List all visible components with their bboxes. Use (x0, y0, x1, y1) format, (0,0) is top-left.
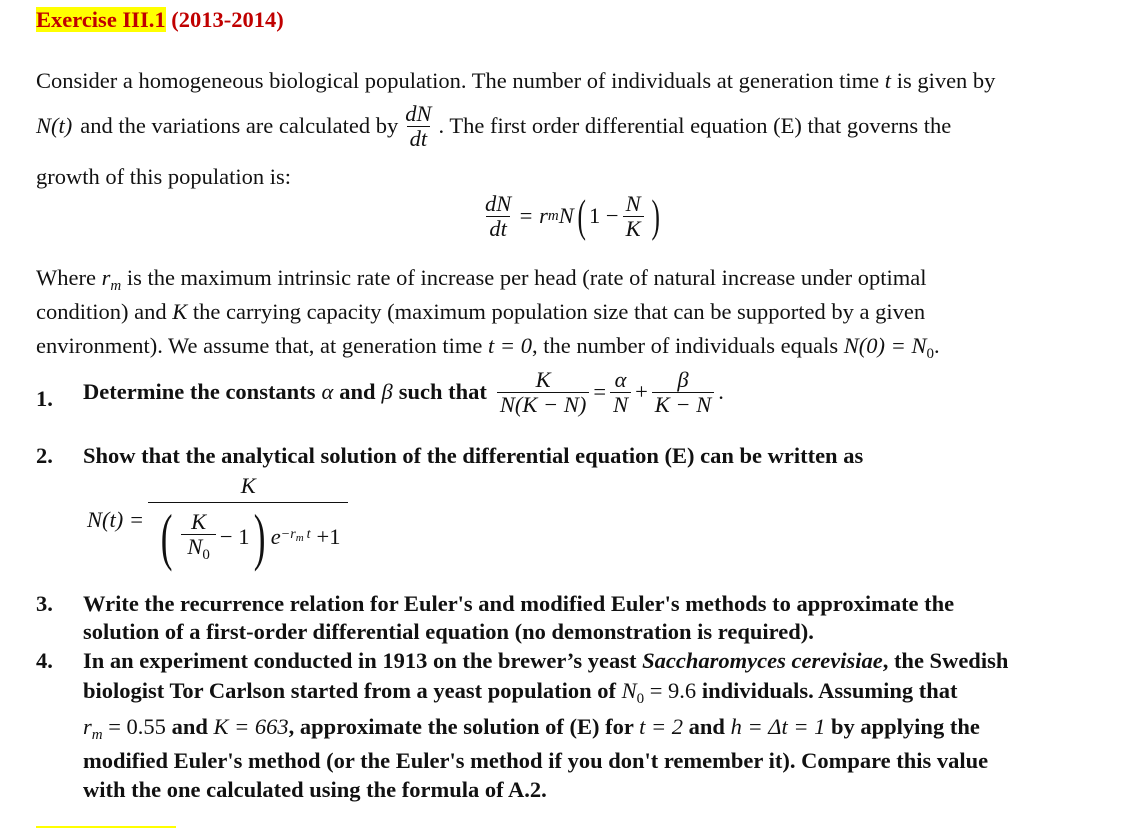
h-value: h = Δt = 1 (730, 714, 826, 739)
fraction-numerator: dN (485, 191, 512, 216)
fraction-denominator (181, 534, 216, 564)
item-3-line-1: Write the recurrence relation for Euler's and modified Euler's methods to approximate the (83, 591, 955, 616)
fraction-beta-kn (652, 368, 714, 416)
fraction-numerator: β (677, 367, 689, 392)
n0-value: = 9.6 (649, 678, 697, 703)
item-text: Determine the constants (83, 379, 316, 405)
e-symbol: e (270, 523, 281, 549)
intro-line-3: growth of this population is: (36, 164, 291, 189)
exercise-title (36, 7, 284, 33)
exponent-subscript: m (295, 532, 304, 545)
fraction-n-k (623, 192, 644, 240)
intro-text: is given by (896, 68, 996, 93)
one-minus: 1 − (589, 203, 619, 229)
exercise-year: (2013-2014) (171, 7, 284, 32)
fraction-denominator: dt (407, 126, 431, 151)
item-text: and (688, 714, 725, 739)
paren-left: ( (577, 190, 586, 242)
item-4-line-3 (83, 714, 980, 744)
item-4-line-1 (83, 648, 1008, 674)
function-n-of-t: N(t) (36, 113, 73, 139)
fraction-k-n0 (181, 510, 216, 563)
item-text: by applying the (831, 714, 980, 739)
item-text: and (171, 714, 208, 739)
where-line-1 (36, 265, 927, 295)
highlight-line (36, 826, 176, 828)
item-number-4: 4. (36, 648, 53, 673)
intro-line-1 (36, 68, 995, 94)
rm-symbol: r (101, 265, 111, 290)
where-text: environment). We assume that, at generation time (36, 333, 483, 358)
beta-symbol: β (381, 379, 393, 405)
rm-subscript: m (91, 727, 103, 743)
fraction-denominator: N (610, 392, 631, 417)
item-text: such that (398, 379, 487, 405)
item-1 (83, 368, 724, 416)
equation-e (478, 192, 663, 240)
period: . (718, 379, 724, 405)
fraction-k-over-nkn (497, 368, 589, 416)
fraction-dn-dt (402, 102, 434, 150)
rm-value: = 0.55 (108, 714, 166, 739)
exercise-label: Exercise III.1 (36, 7, 166, 32)
species-name: Saccharomyces cerevisiae (642, 648, 883, 673)
item-number-1: 1. (36, 386, 53, 411)
n-zero-expression: N(0) = N (843, 333, 927, 358)
rm-symbol: = r (518, 203, 548, 229)
item-text: biologist Tor Carlson started from a yeast population of (83, 678, 616, 703)
intro-text: and the variations are calculated by (80, 113, 399, 139)
item-4-line-2 (83, 678, 958, 708)
item-4-line-5: with the one calculated using the formula of A.2. (83, 777, 547, 802)
fraction-denominator: dt (486, 216, 510, 241)
where-text: the carrying capacity (maximum population size that can be supported by a given (192, 299, 926, 324)
n-zero-subscript: 0 (636, 691, 645, 707)
where-text: condition) and (36, 299, 167, 324)
rm-subscript: m (110, 278, 122, 294)
item-text: , approximate the solution of (E) for (288, 714, 634, 739)
rm-subscript: m (547, 207, 559, 224)
item-4-line-4: modified Euler's method (or the Euler's method if you don't remember it). Compare this value (83, 748, 989, 773)
minus-one: − 1 (219, 523, 250, 549)
k-value: K = 663 (213, 714, 289, 739)
rm-symbol: r (83, 714, 92, 739)
exponent-t: t (306, 527, 311, 543)
exponent-r: −r (280, 527, 296, 543)
item-number-2: 2. (36, 443, 53, 468)
item-text: and (339, 379, 376, 405)
where-line-3 (36, 333, 940, 363)
fraction-dn-dt (482, 192, 514, 240)
fraction-denominator: K − N (652, 392, 714, 417)
item-text: individuals. Assuming that (701, 678, 958, 703)
fraction-numerator: K (535, 367, 551, 392)
fraction-denominator: N(K − N) (497, 392, 589, 417)
solution-formula (87, 472, 352, 572)
fraction-numerator: dN (405, 101, 432, 126)
var-t: t (884, 68, 892, 93)
n-symbol: N (621, 678, 637, 703)
fraction-alpha-n (610, 368, 631, 416)
plus-one: +1 (316, 523, 341, 549)
fraction-numerator: N (625, 191, 641, 216)
fraction-numerator: K (240, 473, 256, 498)
item-2-text: Show that the analytical solution of the differential equation (E) can be written as (83, 443, 864, 468)
exponent (281, 528, 311, 545)
n-symbol: N (558, 203, 574, 229)
item-number-3: 3. (36, 591, 53, 616)
where-text: is the maximum intrinsic rate of increase per head (rate of natural increase under optimal (126, 265, 927, 290)
alpha-symbol: α (321, 379, 334, 405)
n-zero-subscript: 0 (926, 346, 934, 362)
paren-right: ) (651, 190, 660, 242)
intro-text: . The first order differential equation (E) that governs the (438, 113, 952, 139)
paren-left: ( (160, 500, 173, 572)
solution-fraction (148, 472, 348, 572)
k-symbol: K (172, 299, 188, 324)
period: . (933, 333, 940, 358)
n-symbol: N (187, 533, 203, 559)
equals-sign: = (593, 379, 607, 405)
where-text: , the number of individuals equals (531, 333, 839, 358)
fraction-numerator: K (191, 508, 207, 534)
fraction-denominator (148, 500, 348, 572)
partial-fraction-equation (493, 368, 724, 416)
t-zero: t = 0 (488, 333, 532, 358)
item-text: In an experiment conducted in 1913 on the brewer’s yeast (83, 648, 637, 673)
item-3-line-2: solution of a first-order differential equation (no demonstration is required). (83, 619, 814, 644)
where-line-2 (36, 299, 925, 325)
where-text: Where (36, 265, 96, 290)
plus-sign: + (635, 379, 648, 405)
n-zero-subscript: 0 (202, 546, 210, 563)
intro-line-2 (36, 102, 951, 150)
t-value: t = 2 (639, 714, 684, 739)
item-text: , the Swedish (882, 648, 1009, 673)
n-of-t-equals: N(t) = (87, 507, 145, 533)
intro-text: Consider a homogeneous biological population. The number of individuals at generation time (36, 68, 880, 93)
fraction-numerator: α (614, 367, 627, 392)
paren-right: ) (254, 500, 266, 572)
fraction-denominator: K (623, 216, 644, 241)
